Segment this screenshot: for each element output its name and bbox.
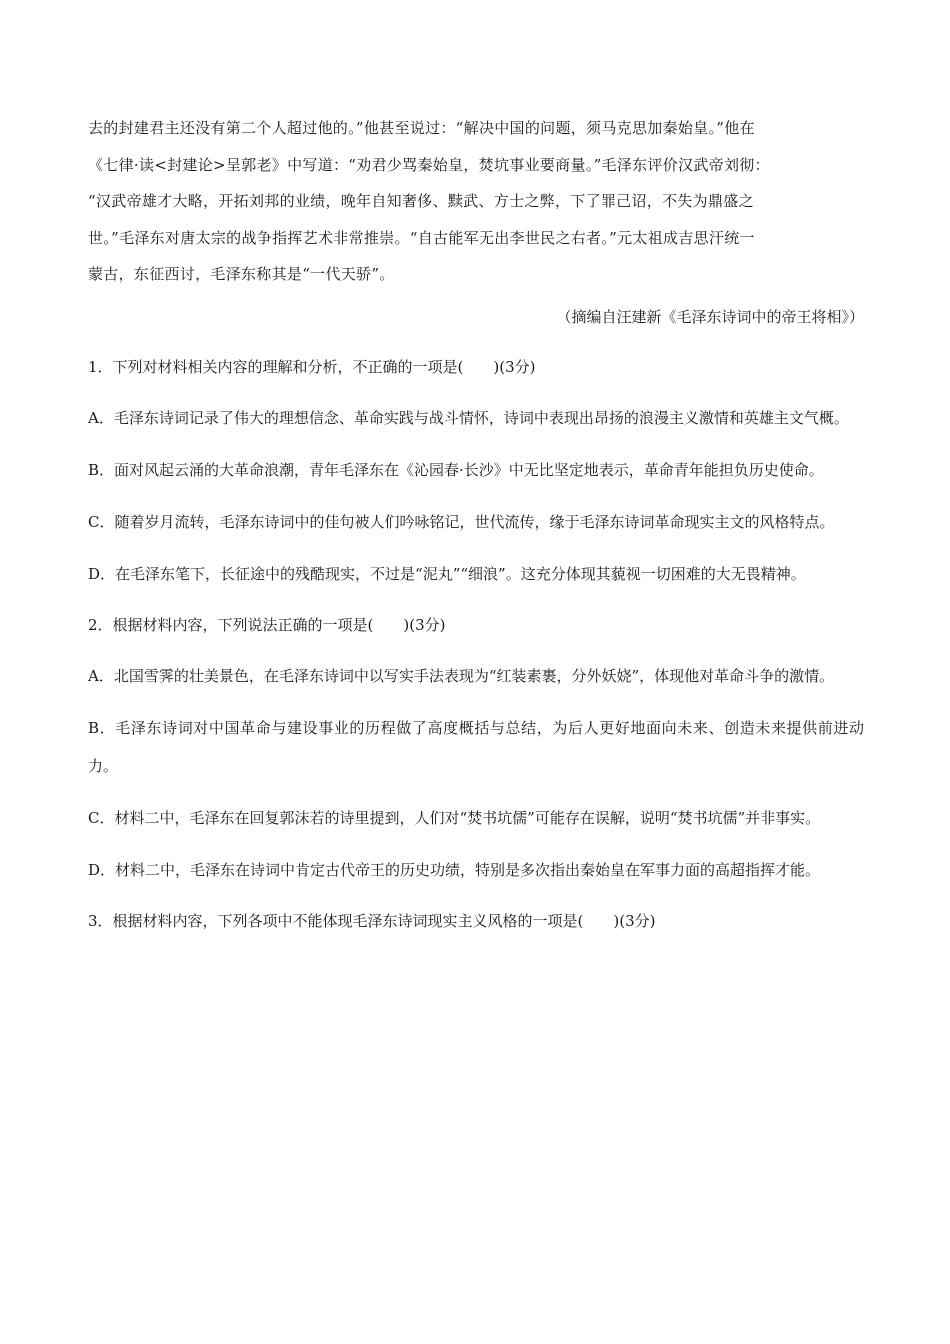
question-1-option-d: D．在毛泽东笔下，长征途中的残酷现实，不过是“泥丸”“细浪”。这充分体现其藐视一切困难的大无畏精神。 (88, 564, 806, 583)
question-2-option-d: D．材料二中，毛泽东在诗词中肯定古代帝王的历史功绩，特别是多次指出秦始皇在军事力面的高超指挥才能。 (88, 860, 821, 879)
question-1-option-a: A．毛泽东诗词记录了伟大的理想信念、革命实践与战斗情怀，诗词中表现出昂扬的浪漫主义激情和英雄主文气概。 (88, 408, 849, 427)
question-2-stem: 2．根据材料内容，下列说法正确的一项是( )(3分) (88, 615, 446, 634)
passage-line: 去的封建君主还没有第二个人超过他的。”他甚至说过：“解决中国的问题，须马克思加秦始皇。”他在 (88, 119, 755, 137)
passage-line: 《七律·读<封建论>呈郭老》中写道：“劝君少骂秦始皇，焚坑事业要商量。”毛泽东评价汉武帝刘彻： (88, 155, 770, 174)
question-1-stem: 1．下列对材料相关内容的理解和分析，不正确的一项是( )(3分) (88, 357, 536, 376)
question-2-option-a: A．北国雪霁的壮美景色，在毛泽东诗词中以写实手法表现为“红装素裹，分外妖娆”，体现他对革命斗争的激情。 (88, 666, 835, 685)
question-2-option-b: B．毛泽东诗词对中国革命与建设事业的历程做了高度概括与总结，为后人更好地面向未来、创造未来提供前进动力。 (88, 718, 864, 775)
passage-line: 蒙古，东征西讨，毛泽东称其是“一代天骄”。 (88, 265, 395, 283)
question-2-option-c: C．材料二中，毛泽东在回复郭沫若的诗里提到，人们对“焚书坑儒”可能存在误解，说明“焚书坑儒”并非事实。 (88, 808, 821, 827)
passage-source: （摘编自汪建新《毛泽东诗词中的帝王将相》） (556, 307, 864, 326)
question-3-stem: 3．根据材料内容，下列各项中不能体现毛泽东诗词现实主义风格的一项是( )(3分) (88, 911, 656, 930)
question-1-option-c: C．随着岁月流转，毛泽东诗词中的佳句被人们吟咏铭记，世代流传，缘于毛泽东诗词革命现实主文的风格特点。 (88, 512, 835, 531)
question-1-option-b: B．面对风起云涌的大革命浪潮，青年毛泽东在《沁园春·长沙》中无比坚定地表示，革命青年能担负历史使命。 (88, 460, 824, 479)
passage-line: 世。”毛泽东对唐太宗的战争指挥艺术非常推崇。“自古能军无出李世民之右者。”元太祖成吉思汗统一 (88, 228, 755, 247)
document-page (88, 110, 864, 939)
passage-line: “汉武帝雄才大略，开拓刘邦的业绩，晚年自知奢侈、黩武、方士之弊，下了罪己诏，不失为鼎盛之 (88, 192, 754, 210)
